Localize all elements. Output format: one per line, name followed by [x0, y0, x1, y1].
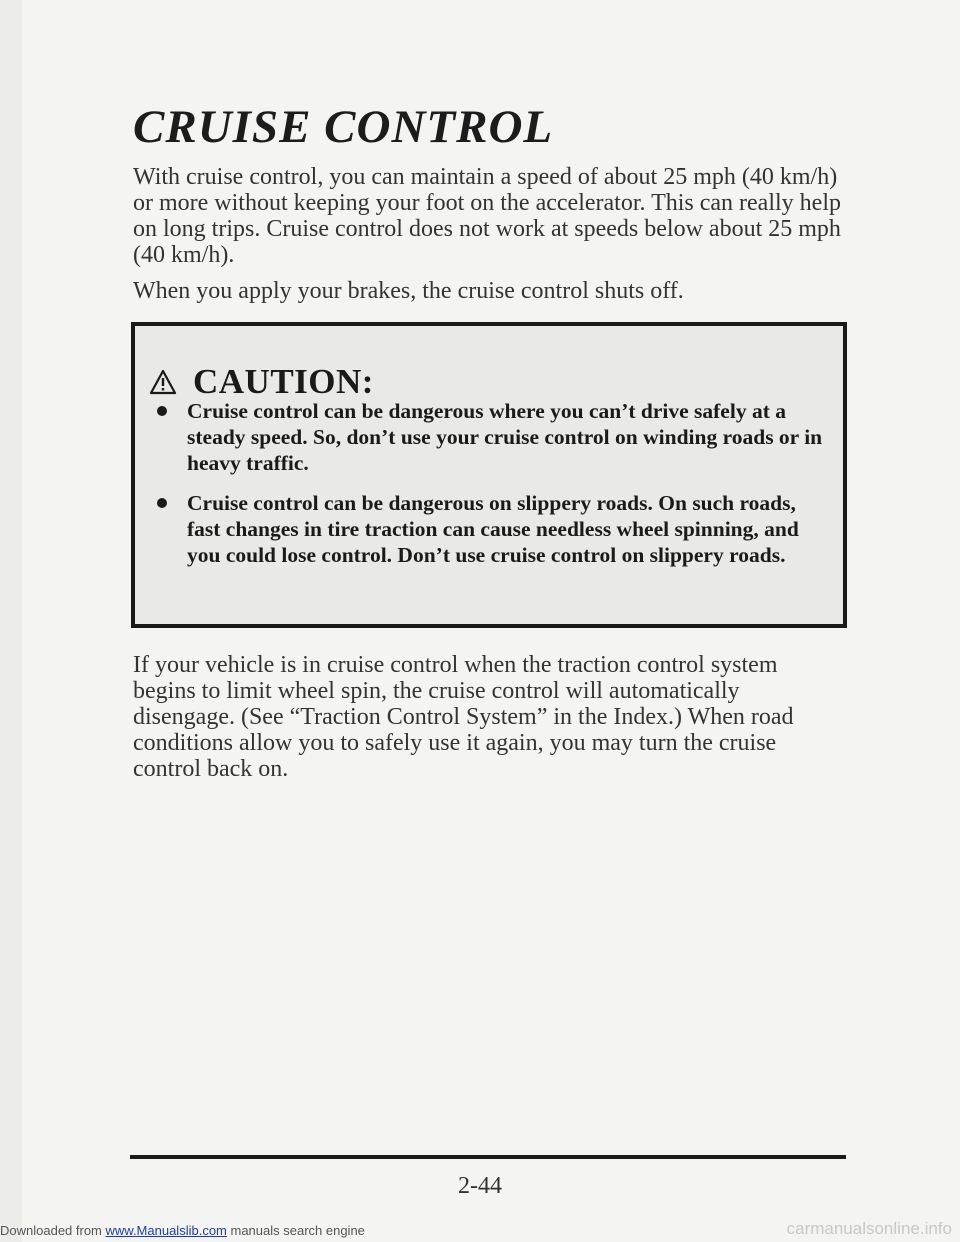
watermark: carmanualsonline.info — [786, 1219, 952, 1238]
warning-triangle-icon — [149, 369, 177, 395]
caution-item-text: Cruise control can be dangerous where you can’t drive safely at a steady speed. So, don’t use your cruise control on winding roads or in heavy traffic. — [187, 399, 823, 475]
traction-control-paragraph: If your vehicle is in cruise control when the traction control system begins to limit wheel spin, the cruise control will automatically disengage. (See “Traction Control System” in the Index.) When road conditions allow you to safely use it again, you may turn the cruise control back on. — [133, 652, 794, 782]
footer-divider — [130, 1155, 846, 1159]
brakes-paragraph: When you apply your brakes, the cruise control shuts off. — [133, 278, 684, 304]
download-prefix: Downloaded from — [0, 1223, 106, 1238]
bullet-icon — [157, 406, 167, 416]
caution-item-text: Cruise control can be dangerous on slippery roads. On such roads, fast changes in tire traction can cause needless wheel spinning, and you could lose control. Don’t use cruise control on slippery roads. — [187, 491, 799, 567]
caution-item — [145, 398, 825, 476]
page-title: CRUISE CONTROL — [133, 101, 554, 153]
caution-label: CAUTION: — [193, 362, 374, 401]
caution-list — [145, 398, 825, 582]
download-suffix: manuals search engine — [226, 1223, 365, 1238]
manualslib-link[interactable]: www.Manualslib.com — [105, 1223, 227, 1238]
page-margin-strip — [0, 0, 22, 1242]
download-banner — [0, 1223, 365, 1238]
caution-item — [145, 490, 825, 568]
page-number: 2-44 — [458, 1173, 502, 1199]
caution-box — [131, 322, 847, 628]
intro-paragraph: With cruise control, you can maintain a speed of about 25 mph (40 km/h) or more without keeping your foot on the accelerator. This can really help on long trips. Cruise control does not work at speeds below about 25 mph (40 km/h). — [133, 164, 841, 268]
bullet-icon — [157, 498, 167, 508]
caution-header — [149, 362, 374, 402]
